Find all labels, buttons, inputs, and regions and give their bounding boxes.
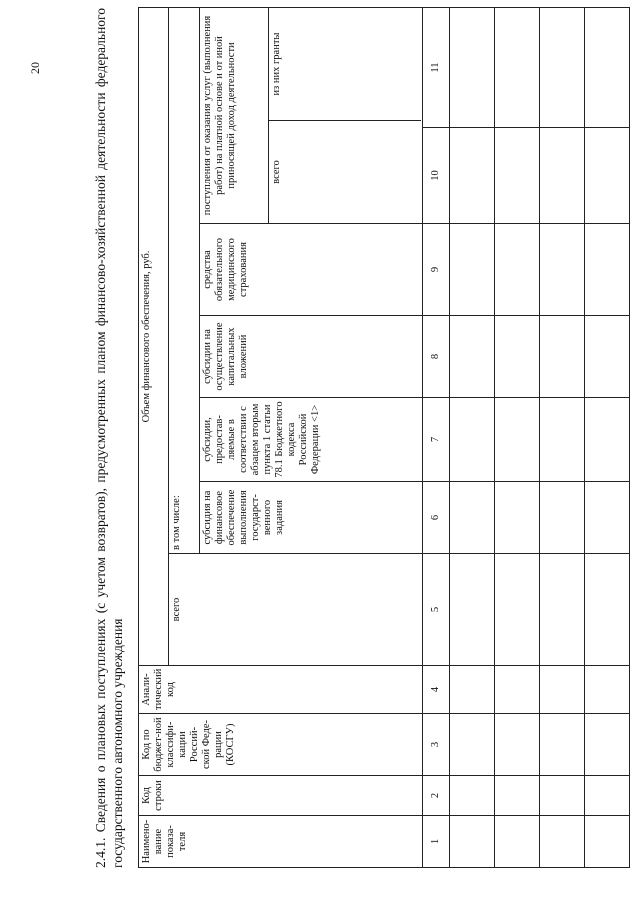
column-number: 2	[422, 776, 449, 816]
table-cell	[539, 776, 584, 816]
table-cell	[539, 666, 584, 714]
table-cell	[539, 482, 584, 554]
table-cell	[494, 8, 539, 128]
table-cell	[584, 714, 629, 776]
table-cell	[584, 8, 629, 128]
table-row	[584, 8, 629, 868]
table-cell	[494, 482, 539, 554]
header-subsidy-state-task: субсидия на финансовое обеспечение выполнения государст-венного задания	[199, 482, 422, 554]
table-row	[449, 8, 494, 868]
header-name: Наимено-вание показа-теля	[139, 816, 423, 868]
table-cell	[494, 128, 539, 224]
heading-line-1: 2.4.1. Сведения о плановых поступлениях (с учетом возвратов), предусмотренных планом финансово-хозяйственной деятельности	[93, 92, 108, 868]
heading-line-2: федерального государственного автономного учреждения	[93, 8, 125, 868]
column-number: 3	[422, 714, 449, 776]
header-analytic-code: Анали-тический код	[139, 666, 423, 714]
header-subsidy-781: субсидии, предостав-ляемые в соответствии с абзацем вторым пункта 1 статьи 78.1 Бюджетного кодекса Российской Федерации <1>	[199, 398, 422, 482]
column-number: 10	[422, 128, 449, 224]
column-number-row	[422, 8, 449, 868]
table-cell	[584, 666, 629, 714]
table-cell	[449, 224, 494, 316]
table-cell	[539, 8, 584, 128]
table-cell	[539, 224, 584, 316]
table-cell	[449, 482, 494, 554]
blank-rows	[449, 8, 629, 868]
table-row	[539, 8, 584, 868]
table-cell	[494, 714, 539, 776]
header-paid-total: всего	[269, 120, 421, 223]
header-total: всего	[169, 554, 422, 666]
column-number: 4	[422, 666, 449, 714]
table-cell	[449, 398, 494, 482]
table-cell	[539, 554, 584, 666]
table-cell	[494, 816, 539, 868]
table-cell	[449, 666, 494, 714]
table-cell	[584, 776, 629, 816]
table-cell	[449, 714, 494, 776]
table-cell	[584, 224, 629, 316]
table-row	[494, 8, 539, 868]
column-number: 7	[422, 398, 449, 482]
table-cell	[494, 776, 539, 816]
table-cell	[584, 816, 629, 868]
column-number: 6	[422, 482, 449, 554]
header-paid-services: поступления от оказания услуг (выполнения работ) на платной основе и от иной приносящей доход деятельности	[200, 8, 269, 223]
column-number: 1	[422, 816, 449, 868]
column-number: 8	[422, 316, 449, 398]
table-cell	[584, 128, 629, 224]
rotated-page-content	[92, 8, 640, 868]
receipts-table	[138, 7, 630, 868]
table-cell	[494, 224, 539, 316]
column-number: 9	[422, 224, 449, 316]
header-budget-code: Код по бюджет-ной классифи-кации Россий-ской Феде-рации (КОСГУ)	[139, 714, 423, 776]
table-cell	[449, 8, 494, 128]
column-number: 11	[422, 8, 449, 128]
table-cell	[494, 398, 539, 482]
table-cell	[539, 128, 584, 224]
table-cell	[584, 316, 629, 398]
table-cell	[539, 714, 584, 776]
table-cell	[449, 128, 494, 224]
header-paid-services-group	[199, 8, 422, 224]
table-cell	[449, 316, 494, 398]
table-cell	[494, 316, 539, 398]
header-line-code: Код строки	[139, 776, 423, 816]
page-number: 20	[28, 62, 42, 74]
table-cell	[584, 398, 629, 482]
table-cell	[494, 666, 539, 714]
header-grants: из них гранты	[270, 32, 282, 96]
table-cell	[584, 482, 629, 554]
header-including: в том числе:	[169, 8, 199, 554]
table-cell	[584, 554, 629, 666]
table-cell	[494, 554, 539, 666]
header-subsidy-capital: субсидии на осуществление капитальных вложений	[199, 316, 422, 398]
table-cell	[449, 554, 494, 666]
table-cell	[539, 398, 584, 482]
header-row-1	[139, 8, 169, 868]
header-medical-insurance: средства обязательного медицинского страхования	[199, 224, 422, 316]
table-cell	[449, 776, 494, 816]
column-number: 5	[422, 554, 449, 666]
header-volume: Объем финансового обеспечения, руб.	[139, 8, 169, 666]
table-cell	[539, 816, 584, 868]
section-heading	[92, 8, 126, 868]
table-cell	[449, 816, 494, 868]
table-cell	[539, 316, 584, 398]
